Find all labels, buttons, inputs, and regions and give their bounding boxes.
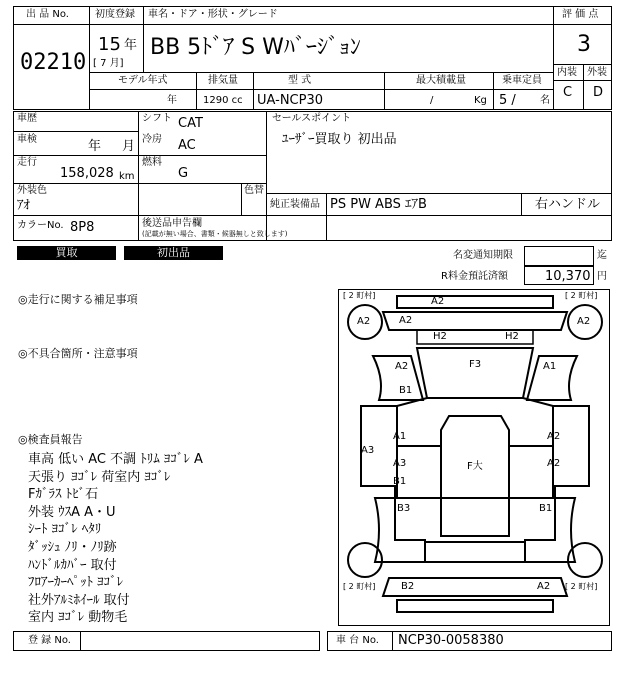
handle-value: 右ハンドル <box>535 197 601 212</box>
corner-label-tr: [ 2 町村] <box>565 291 598 300</box>
chassis-no-label: 車 台 No. <box>336 635 379 646</box>
capacity-value: 5 / <box>499 93 516 108</box>
model-year-unit: 年 <box>167 95 177 106</box>
note-line: ﾀﾞｯｼｭ ﾉﾘ・ﾉﾘ跡 <box>28 539 117 555</box>
mark-door-l2: A3 <box>393 458 407 469</box>
color-label: 外装色 <box>17 185 47 196</box>
color-no-value: 8P8 <box>70 220 95 235</box>
mileage-label: 走行 <box>17 157 37 168</box>
inspection-year: 年 <box>88 139 102 154</box>
tag-buyback: 買取 <box>17 246 116 260</box>
model-year-label: モデル年式 <box>118 75 168 86</box>
equipment-value: PS PW ABS ｴｱB <box>330 197 427 212</box>
name-change-box <box>524 246 594 266</box>
note-line: 社外ｱﾙﾐﾎｲｰﾙ 取付 <box>28 592 130 608</box>
ac-value: AC <box>178 138 196 153</box>
mark-door-l1: A1 <box>393 431 407 442</box>
max-load-label: 最大積載量 <box>416 75 466 86</box>
exterior-label: 外装 <box>587 67 607 78</box>
mark-front-bumper: A2 <box>431 296 445 307</box>
mark-wheel-fl: A2 <box>357 316 371 327</box>
color-value: ｱｵ <box>17 198 30 213</box>
interior-grade: C <box>563 85 573 100</box>
equipment-label: 純正装備品 <box>270 199 320 210</box>
capacity-unit: 名 <box>540 95 550 106</box>
inspector-notes <box>28 448 203 624</box>
lot-number: 02210 <box>20 50 87 75</box>
mileage-unit: km <box>119 171 135 182</box>
documents-note: (記載が無い場合、書類・候器無しと致します) <box>142 230 288 238</box>
recycle-unit: 円 <box>597 271 607 282</box>
mark-rear-bumper-l: B2 <box>401 581 415 592</box>
note-line: ﾌﾛｱｰｶｰﾍﾟｯﾄ ﾖｺﾞﾚ <box>28 575 124 591</box>
score-label: 評 価 点 <box>562 9 599 20</box>
chassis-no-value: NCP30-0058380 <box>398 633 504 648</box>
model-label: 型 式 <box>288 75 312 86</box>
interior-label: 内装 <box>557 67 577 78</box>
displacement-label: 排気量 <box>208 75 238 86</box>
mark-door-r2: A2 <box>547 458 561 469</box>
corner-label-br: [ 2 町村] <box>565 582 598 591</box>
tag-first-listing: 初出品 <box>124 246 223 260</box>
mileage-value: 158,028 <box>60 166 114 181</box>
running-notes-title: ◎走行に関する補足事項 <box>18 293 138 306</box>
mark-quarter-r: B1 <box>539 503 553 514</box>
mark-fender-l2: B1 <box>399 385 413 396</box>
mark-door-r1: A2 <box>547 431 561 442</box>
mark-hood: F3 <box>469 359 482 370</box>
name-change-unit: 迄 <box>597 250 607 261</box>
note-line: 外装 ｳｽA A・U <box>28 504 116 520</box>
note-line: Fｶﾞﾗｽ ﾄﾋﾞ石 <box>28 487 99 503</box>
documents-label: 後送品申告欄 <box>142 218 202 229</box>
car-outline <box>339 290 611 627</box>
note-line: 車高 低い AC 不調 ﾄﾘﾑ ﾖｺﾞﾚ A <box>28 452 203 467</box>
recolor-label: 色替 <box>244 185 264 196</box>
note-line: 室内 ﾖｺﾞﾚ 動物毛 <box>28 610 128 626</box>
capacity-label: 乗車定員 <box>502 75 542 86</box>
mark-headlight-l: H2 <box>433 331 447 342</box>
fuel-label: 燃料 <box>142 157 162 168</box>
model-value: UA-NCP30 <box>257 93 323 108</box>
mark-door-l2b: B1 <box>393 476 407 487</box>
mark-wheel-fr: A2 <box>577 316 591 327</box>
sales-point-value: ﾕｰｻﾞｰ買取り 初出品 <box>282 132 397 147</box>
mark-front-bumper-inner: A2 <box>399 315 413 326</box>
shift-label: シフト <box>142 113 172 124</box>
recycle-label: R料金預託済額 <box>441 271 508 282</box>
reg-no-label: 登 録 No. <box>28 635 71 646</box>
first-reg-label: 初度登録 <box>95 9 135 20</box>
fuel-value: G <box>178 166 189 181</box>
corner-label-tl: [ 2 町村] <box>343 291 376 300</box>
max-load-unit: Kg <box>474 95 487 106</box>
defects-title: ◎不具合箇所・注意事項 <box>18 347 138 360</box>
score-value: 3 <box>577 32 591 57</box>
inspector-title: ◎検査員報告 <box>18 433 83 446</box>
first-reg-month: [ 7 月] <box>93 58 124 69</box>
max-load-slash: / <box>430 95 434 106</box>
ac-label: 冷房 <box>142 134 162 145</box>
mark-rear-bumper-r: A2 <box>537 581 551 592</box>
mark-fender-l: A2 <box>395 361 409 372</box>
car-name: BB 5ﾄﾞｱ S Wﾊﾞｰｼﾞｮﾝ <box>150 35 361 60</box>
name-change-label: 名変通知期限 <box>453 250 513 261</box>
color-no-label: カラーNo. <box>17 220 64 231</box>
mark-fender-r: A1 <box>543 361 557 372</box>
note-line: 天張り ﾖｺﾞﾚ 荷室内 ﾖｺﾞﾚ <box>28 469 171 485</box>
lot-label: 出 品 No. <box>26 9 69 20</box>
note-line: ｼｰﾄ ﾖｺﾞﾚ ﾍﾀﾘ <box>28 522 102 538</box>
recycle-amount: 10,370 <box>545 269 591 284</box>
history-label: 車歴 <box>17 113 37 124</box>
mark-headlight-r: H2 <box>505 331 519 342</box>
shift-value: CAT <box>178 116 203 131</box>
car-name-label: 車名・ドア・形状・グレード <box>148 9 278 20</box>
exterior-grade: D <box>593 85 604 100</box>
mark-side-l: A3 <box>361 445 375 456</box>
first-reg-year-unit: 年 <box>124 38 138 53</box>
car-diagram <box>338 289 610 626</box>
inspection-label: 車検 <box>17 134 37 145</box>
mark-quarter-l: B3 <box>397 503 411 514</box>
displacement-value: 1290 cc <box>203 95 243 106</box>
sales-point-label: セールスポイント <box>272 113 352 124</box>
first-reg-year: 15 <box>98 34 121 55</box>
inspection-month: 月 <box>122 139 136 154</box>
corner-label-bl: [ 2 町村] <box>343 582 376 591</box>
mark-windshield: F大 <box>467 461 483 472</box>
note-line: ﾊﾝﾄﾞﾙｶﾊﾞｰ 取付 <box>28 557 117 573</box>
